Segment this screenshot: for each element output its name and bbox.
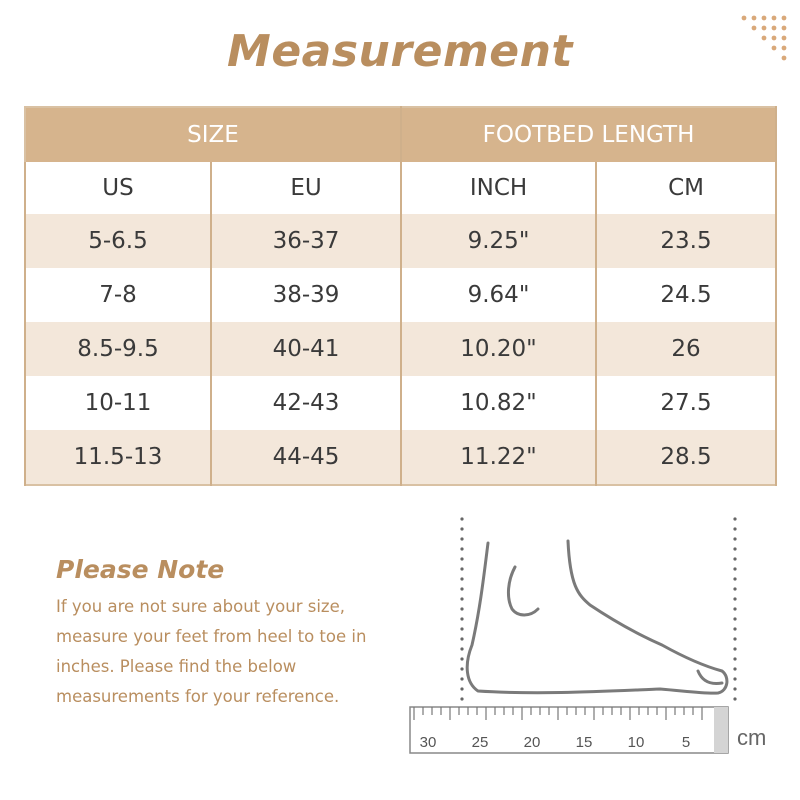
cell-inch: 9.64" xyxy=(401,268,596,322)
ruler xyxy=(410,707,766,753)
table-row xyxy=(25,214,776,268)
cell-eu: 38-39 xyxy=(211,268,401,322)
cell-us: 5-6.5 xyxy=(25,214,211,268)
column-header-eu: EU xyxy=(211,162,401,214)
column-header-cm: CM xyxy=(596,162,776,214)
group-header-row xyxy=(25,107,776,162)
decorative-dots xyxy=(740,14,790,64)
cell-cm: 23.5 xyxy=(596,214,776,268)
ruler-label: 20 xyxy=(523,734,541,751)
column-header-us: US xyxy=(25,162,211,214)
cell-us: 10-11 xyxy=(25,376,211,430)
ruler-unit: cm xyxy=(737,725,767,750)
ruler-label: 5 xyxy=(681,734,691,751)
cell-eu: 36-37 xyxy=(211,214,401,268)
page-title: Measurement xyxy=(227,26,573,77)
foot-icon xyxy=(467,541,727,693)
cell-us: 8.5-9.5 xyxy=(25,322,211,376)
cell-eu: 40-41 xyxy=(211,322,401,376)
cell-cm: 27.5 xyxy=(596,376,776,430)
cell-us: 11.5-13 xyxy=(25,430,211,485)
column-header-inch: INCH xyxy=(401,162,596,214)
foot-measurement-illustration xyxy=(400,505,790,780)
cell-us: 7-8 xyxy=(25,268,211,322)
table-row xyxy=(25,430,776,485)
cell-inch: 10.20" xyxy=(401,322,596,376)
cell-inch: 9.25" xyxy=(401,214,596,268)
table-row xyxy=(25,268,776,322)
note-title: Please Note xyxy=(56,555,225,584)
cell-cm: 26 xyxy=(596,322,776,376)
group-header-footbed-length: FOOTBED LENGTH xyxy=(401,107,776,162)
note-text: If you are not sure about your size, measure your feet from heel to toe in inches. Please find the below measurements for your reference. xyxy=(56,597,367,706)
cell-eu: 44-45 xyxy=(211,430,401,485)
cell-inch: 10.82" xyxy=(401,376,596,430)
ruler-label: 15 xyxy=(575,734,593,751)
ruler-label: 10 xyxy=(627,734,645,751)
cell-inch: 11.22" xyxy=(401,430,596,485)
cell-cm: 24.5 xyxy=(596,268,776,322)
cell-cm: 28.5 xyxy=(596,430,776,485)
column-header-row xyxy=(25,162,776,214)
group-header-size: SIZE xyxy=(25,107,401,162)
table-row xyxy=(25,322,776,376)
ruler-label: 25 xyxy=(471,734,489,751)
cell-eu: 42-43 xyxy=(211,376,401,430)
ruler-label: 30 xyxy=(419,734,437,751)
size-chart-table xyxy=(24,106,777,486)
heel-guide-line xyxy=(460,517,463,700)
table-row xyxy=(25,376,776,430)
toe-guide-line xyxy=(733,517,736,700)
